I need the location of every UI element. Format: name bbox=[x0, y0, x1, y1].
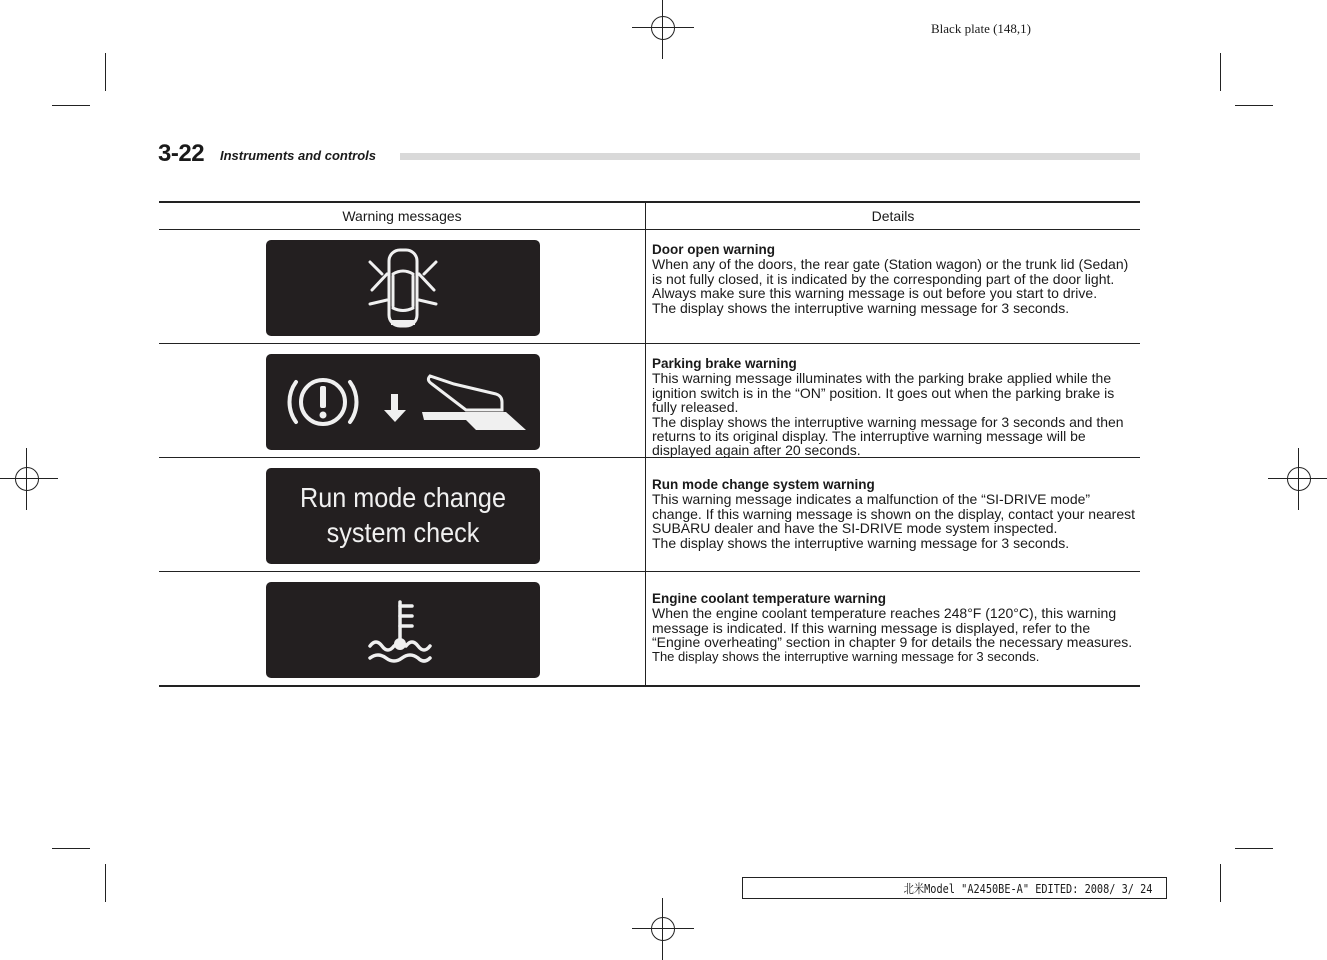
registration-mark bbox=[651, 917, 675, 941]
column-header: Details bbox=[871, 208, 915, 224]
warning-messages-table bbox=[159, 201, 1140, 687]
detail-paragraph: This warning message illuminates with the parking brake applied while the ignition switch is in the “ON” position. It goes out when the parking brake is fully released. bbox=[652, 370, 1115, 416]
detail-paragraph: The display shows the interruptive warning message for 3 seconds. bbox=[652, 648, 1040, 664]
warning-detail-cell bbox=[646, 572, 1140, 685]
crop-mark bbox=[52, 848, 90, 849]
warning-title: Engine coolant temperature warning bbox=[652, 591, 887, 606]
detail-paragraph: The display shows the interruptive warning message for 3 seconds. bbox=[652, 299, 1070, 316]
table-row bbox=[159, 230, 1140, 344]
warning-display-panel bbox=[266, 354, 540, 450]
registration-mark bbox=[1287, 467, 1311, 491]
warning-message-cell bbox=[159, 458, 646, 571]
warning-message-cell bbox=[159, 230, 646, 343]
column-header: Warning messages bbox=[159, 203, 646, 229]
warning-title: Door open warning bbox=[652, 242, 775, 257]
warning-detail-cell bbox=[646, 230, 1140, 343]
warning-message-cell bbox=[159, 572, 646, 685]
registration-mark bbox=[651, 16, 675, 40]
plate-label: Black plate (148,1) bbox=[931, 21, 1031, 36]
display-line: Run mode change bbox=[300, 482, 506, 513]
parking-brake-icon bbox=[266, 354, 540, 450]
display-message bbox=[280, 480, 527, 550]
footer-box bbox=[742, 877, 1167, 899]
warning-title: Run mode change system warning bbox=[652, 477, 875, 492]
detail-paragraph: When any of the doors, the rear gate (Station wagon) or the trunk lid (Sedan) is not fully closed, it is indicated by the corresponding part of the door light. bbox=[652, 256, 1129, 287]
crop-mark bbox=[105, 53, 106, 91]
crop-mark bbox=[1235, 848, 1273, 849]
crop-mark bbox=[1220, 864, 1221, 902]
warning-detail-cell bbox=[646, 458, 1140, 571]
warning-display-panel bbox=[266, 240, 540, 336]
section-title: Instruments and controls bbox=[220, 148, 377, 163]
display-line: system check bbox=[326, 517, 480, 548]
warning-detail-cell bbox=[646, 344, 1140, 457]
warning-display-panel bbox=[266, 468, 540, 564]
table-row bbox=[159, 572, 1140, 687]
detail-paragraph: Always make sure this warning message is out before you start to drive. bbox=[652, 285, 1098, 302]
door-open-car-icon bbox=[266, 240, 540, 336]
detail-paragraph: When the engine coolant temperature reaches 248°F (120°C), this warning message is indicated. If this warning message is displayed, refer to the “Engine overheating” section in chapter 9 for details the necessary measures. bbox=[652, 605, 1133, 651]
warning-message-cell bbox=[159, 344, 646, 457]
table-header-row bbox=[159, 201, 1140, 230]
registration-mark bbox=[15, 467, 39, 491]
warning-display-panel bbox=[266, 582, 540, 678]
crop-mark bbox=[1220, 53, 1221, 91]
warning-title: Parking brake warning bbox=[652, 356, 797, 371]
coolant-temperature-icon bbox=[266, 582, 540, 678]
crop-mark bbox=[105, 864, 106, 902]
header-bar bbox=[400, 153, 1140, 160]
detail-paragraph: The display shows the interruptive warning message for 3 seconds. bbox=[652, 534, 1070, 551]
detail-paragraph: The display shows the interruptive warning message for 3 seconds and then returns to its original display. The interruptive warning message will be displayed again after 20 seconds. bbox=[652, 413, 1124, 459]
table-row bbox=[159, 458, 1140, 572]
crop-mark bbox=[52, 105, 90, 106]
detail-paragraph: This warning message indicates a malfunction of the “SI-DRIVE mode” change. If this warning message is shown on the display, contact your nearest SUBARU dealer and have the SI-DRIVE mode system inspected. bbox=[652, 491, 1136, 537]
page-number: 3-22 bbox=[158, 140, 205, 167]
table-row bbox=[159, 344, 1140, 458]
footer-edit-info: 北米Model "A2450BE-A" EDITED: 2008/ 3/ 24 bbox=[903, 881, 1152, 896]
crop-mark bbox=[1235, 105, 1273, 106]
